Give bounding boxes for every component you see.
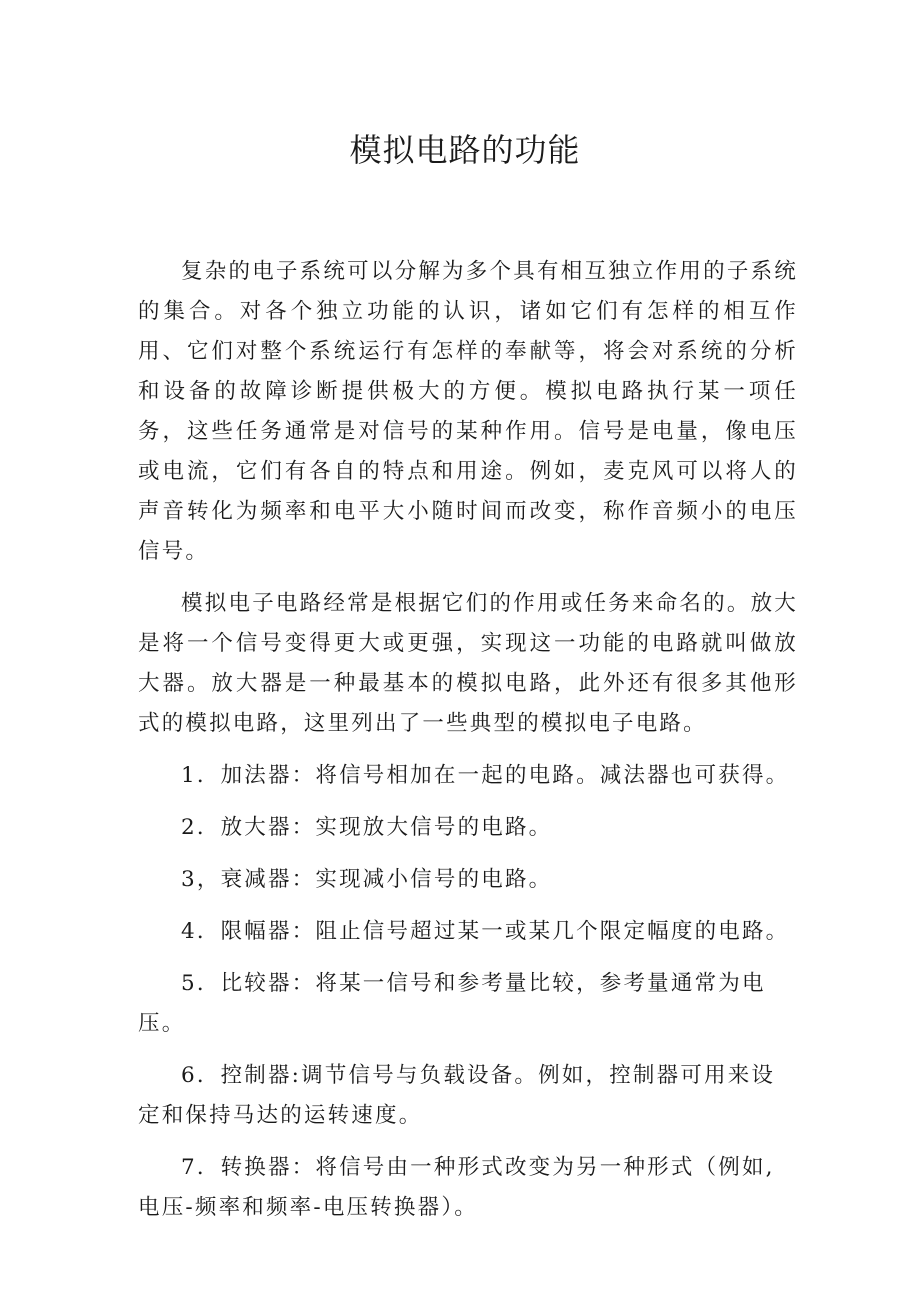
list-item-limiter: 4．限幅器：阻止信号超过某一或某几个限定幅度的电路。 bbox=[181, 919, 790, 944]
page-title: 模拟电路的功能 bbox=[349, 131, 581, 169]
list-item-comparator: 5．比较器：将某一信号和参考量比较，参考量通常为电压。 bbox=[138, 971, 766, 1036]
list-item-adder: 1．加法器：将信号相加在一起的电路。减法器也可获得。 bbox=[181, 763, 790, 788]
paragraph-intro: 复杂的电子系统可以分解为多个具有相互独立作用的子系统的集合。对各个独立功能的认识，诸如它们有怎样的相互作用、它们对整个系统运行有怎样的奉献等，将会对系统的分析和设备的故障诊断提供极大的方便。模拟电路执行某一项任务，这些任务通常是对信号的某种作用。信号是电量，像电压或电流，它们有各自的特点和用途。例如，麦克风可以将人的声音转化为频率和电平大小随时间而改变，称作音频小的电压信号。 bbox=[138, 259, 798, 564]
list-item-controller: 6．控制器:调节信号与负载设备。例如，控制器可用来设定和保持马达的运转速度。 bbox=[138, 1063, 776, 1128]
document-body bbox=[138, 252, 798, 1240]
list-item-converter: 7．转换器：将信号由一种形式改变为另一种形式（例如,电压-频率和频率-电压转换器）。 bbox=[138, 1155, 775, 1220]
list-item-amplifier: 2．放大器：实现放大信号的电路。 bbox=[181, 815, 553, 840]
list-item-attenuator: 3，衰减器：实现减小信号的电路。 bbox=[181, 867, 553, 892]
paragraph-naming: 模拟电子电路经常是根据它们的作用或任务来命名的。放大是将一个信号变得更大或更强，实现这一功能的电路就叫做放大器。放大器是一种最基本的模拟电路，此外还有很多其他形式的模拟电路，这里列出了一些典型的模拟电子电路。 bbox=[138, 591, 798, 736]
